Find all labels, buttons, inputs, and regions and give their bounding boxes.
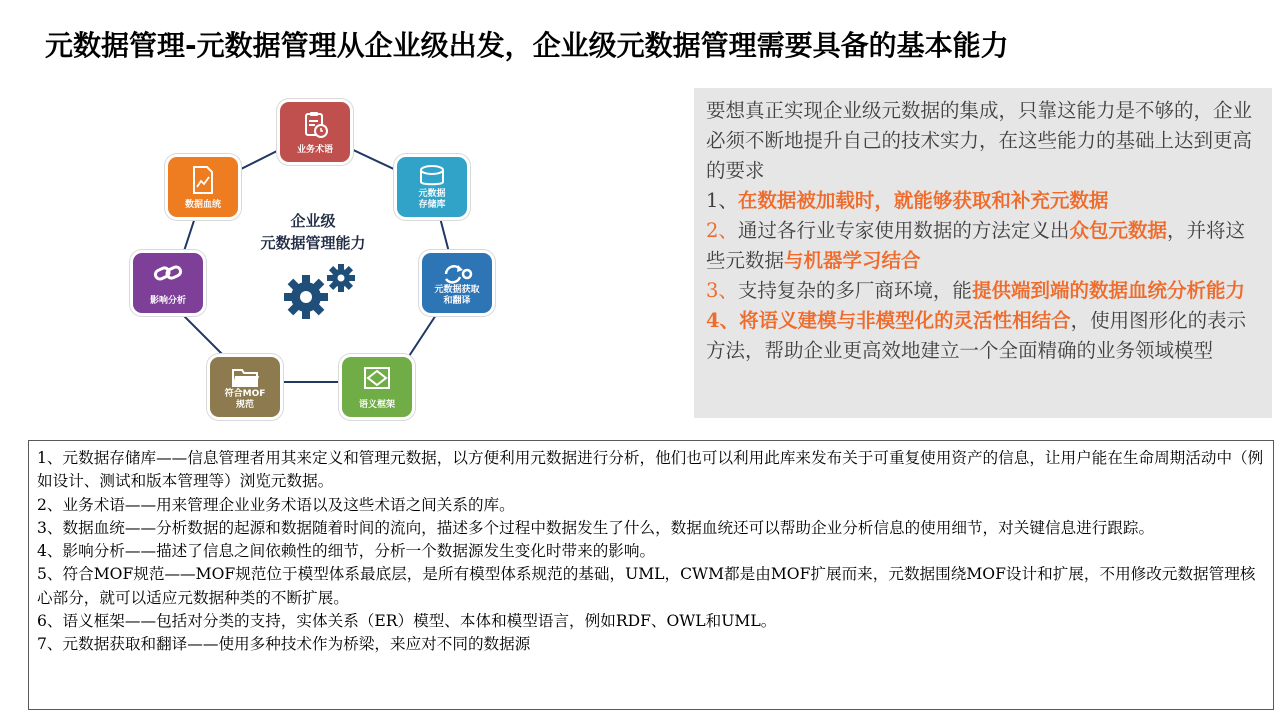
page-title: 元数据管理-元数据管理从企业级出发，企业级元数据管理需要具备的基本能力 xyxy=(45,29,1009,62)
item3-highlight: 提供端到端的数据血统分析能力 xyxy=(971,279,1245,302)
node-label: 语义框架 xyxy=(358,400,395,410)
item4-highlight: 4、将语义建模与非模型化的灵活性相结合 xyxy=(706,309,1071,332)
definition-item: 4、影响分析——描述了信息之间依赖性的细节，分析一个数据源发生变化时带来的影响。 xyxy=(37,542,656,561)
item2-text-a: 通过各行业专家使用数据的方法定义出 xyxy=(737,219,1070,242)
node-data-lineage xyxy=(168,157,238,217)
item2-highlight-2: 与机器学习结合 xyxy=(784,249,921,272)
node-semantic-framework xyxy=(342,357,412,417)
node-label: 影响分析 xyxy=(149,296,186,306)
gears-icon xyxy=(278,263,368,323)
clipboard-clock-icon xyxy=(300,110,330,144)
refresh-gear-icon xyxy=(440,261,474,291)
node-label: 业务术语 xyxy=(296,145,333,155)
node-label-line1: 符合MOF xyxy=(224,389,266,399)
diagram-center-label xyxy=(248,210,378,254)
definition-item: 5、符合MOF规范——MOF规范位于模型体系最底层，是所有模型体系规范的基础，UML，CWM都是由MOF扩展而来，元数据围绕MOF设计和扩展，不用修改元数据管理核心部分，就可以适应元数据种类的不断扩展。 xyxy=(37,565,1256,607)
item2-text-b: ，并将这些元数据 xyxy=(706,219,1245,272)
definition-item: 3、数据血统——分析数据的起源和数据随着时间的流向，描述多个过程中数据发生了什么，数据血统还可以帮助企业分析信息的使用细节，对关键信息进行跟踪。 xyxy=(37,518,1155,537)
database-icon xyxy=(417,165,447,191)
item1-highlight: 在数据被加载时，就能够获取和补充元数据 xyxy=(737,189,1109,212)
node-label: 数据血统 xyxy=(184,200,221,210)
capability-diagram xyxy=(120,95,500,430)
node-label-line2: 和翻译 xyxy=(443,296,471,306)
definition-item: 7、元数据获取和翻译——使用多种技术作为桥梁，来应对不同的数据源 xyxy=(37,635,531,654)
center-line1: 企业级 xyxy=(290,212,336,230)
center-line2: 元数据管理能力 xyxy=(260,234,366,252)
node-label-line2: 存储库 xyxy=(418,200,446,210)
node-business-terms xyxy=(280,102,350,162)
definition-item: 2、业务术语——用来管理企业业务术语以及这些术语之间关系的库。 xyxy=(37,495,515,514)
item2-highlight-1: 众包元数据 xyxy=(1069,219,1167,242)
node-metadata-repository xyxy=(397,157,467,217)
node-mof-spec xyxy=(210,357,280,417)
intro-text: 要想真正实现企业级元数据的集成，只靠这能力是不够的，企业必须不断地提升自己的技术实力，在这些能力的基础上达到更高的要求 xyxy=(706,99,1253,182)
folder-icon xyxy=(230,365,260,393)
item3-number: 3、 xyxy=(706,279,738,302)
node-label-line1: 元数据获取 xyxy=(434,285,480,295)
node-label-line1: 元数据 xyxy=(418,189,446,199)
item4-text: ，使用图形化的表示方法，帮助企业更高效地建立一个全面精确的业务领域模型 xyxy=(706,309,1247,362)
item3-text: 支持复杂的多厂商环境，能 xyxy=(737,279,972,302)
node-acquire-translate xyxy=(422,253,492,313)
item1-number: 1、 xyxy=(706,189,738,212)
semantic-frame-icon xyxy=(362,365,392,397)
link-icon xyxy=(152,261,184,289)
node-impact-analysis xyxy=(133,253,203,313)
requirements-box xyxy=(694,88,1272,418)
chart-document-icon xyxy=(190,165,216,199)
item2-number: 2、 xyxy=(706,219,738,242)
node-label-line2: 规范 xyxy=(235,400,254,410)
definition-item: 6、语义框架——包括对分类的支持，实体关系（ER）模型、本体和模型语言，例如RDF、OWL和UML。 xyxy=(37,612,777,631)
definition-item: 1、元数据存储库——信息管理者用其来定义和管理元数据，以方便利用元数据进行分析，他们也可以利用此库来发布关于可重复使用资产的信息，让用户能在生命周期活动中（例如设计、测试和版本管理等）浏览元数据。 xyxy=(37,449,1264,491)
definitions-box xyxy=(28,440,1274,710)
